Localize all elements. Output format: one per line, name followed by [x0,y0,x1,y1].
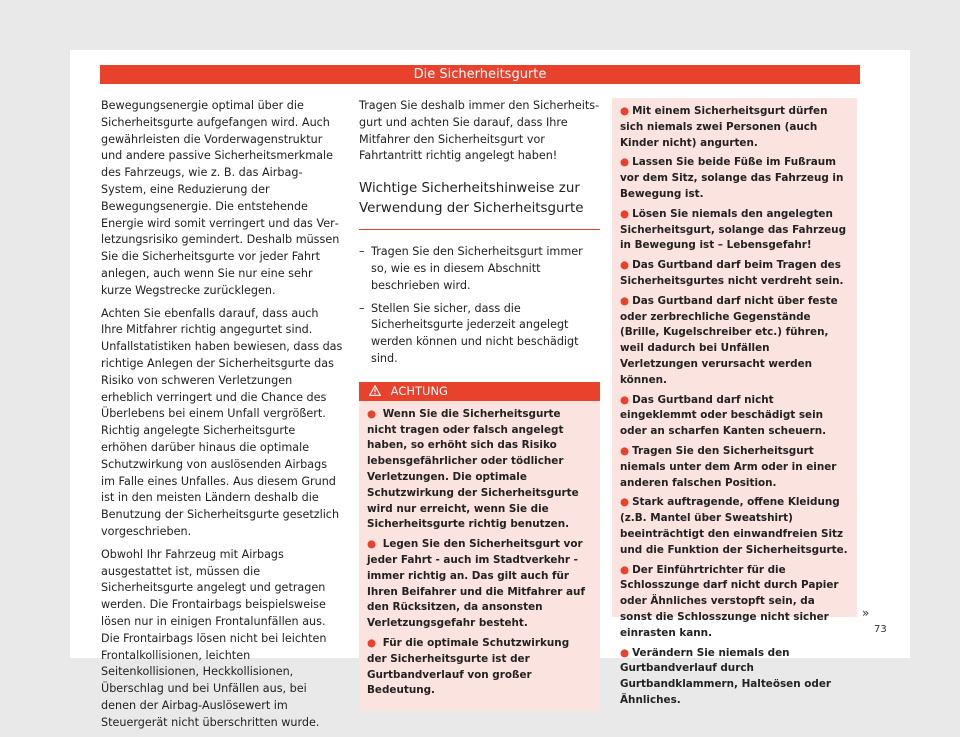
bullet-marker: ● [620,259,630,272]
warning-item [620,563,849,642]
warning-item [620,258,849,290]
warning-item [620,495,849,558]
dash-marker: – [359,301,365,315]
bullet-marker: ● [620,294,630,307]
warning-item [620,104,849,151]
column-right [612,98,857,706]
paragraph: Achten Sie ebenfalls darauf, dass auch Ihre Mitfahrer richtig angegurtet sind. Unfallstatistiken haben bewiesen, dass das richtige Anlegen der Sicherheitsgurte das Risiko von schweren Verletzungen erheblich verringert und die Chance des Überlebens bei einem Unfall vergrößert. Richtig angelegte Sicherheitsgurte erhöhen darüber hinaus die optimale Schutzwirkung von auslösenden Airbags im Falle eines Unfalles. Aus diesem Grund ist in den meisten Ländern deshalb die Benutzung der Sicherheitsgurte gesetzlich vorgeschrieben. [101,306,343,538]
bullet-marker: ● [367,538,377,551]
paragraph: Obwohl Ihr Fahrzeug mit Airbags ausgestattet ist, müssen die Sicherheitsgurte angelegt und getragen werden. Die Frontairbags beispielsweise lösen nur in einigen Frontalunfällen aus. Die Frontairbags lösen nicht bei leichten Frontalkollisionen, leichten Seitenkollisionen, Heckkollisionen, Überschlag und bei Unfällen aus, bei denen der Airbag-Auslösewert im Steuergerät nicht überschritten wurde. [101,547,327,729]
warning-item-text: Legen Sie den Sicherheitsgurt vor jeder Fahrt - auch im Stadtverkehr - immer richtig an. Das gilt auch für Ihren Beifahrer und die Mitfahrer auf den Rücksitzen, da ansonsten Verletzungsgefahr besteht. [367,538,585,630]
warning-item [620,444,849,491]
warning-triangle-icon [369,382,381,401]
page-header [100,65,860,84]
bullet-marker: ● [620,646,630,659]
list-item [359,244,600,294]
warning-item-text: Das Gurtband darf nicht über feste oder zerbrechliche Gegenstände (Brille, Kugelschreiber etc.) führen, weil dadurch bei Unfällen Verletzungen verursacht werden können. [620,294,838,386]
warning-continuation-box [612,98,857,706]
warning-item [620,155,849,202]
bullet-marker: ● [620,563,630,576]
warning-item-text: Lassen Sie beide Füße im Fußraum vor dem Sitz, solange das Fahrzeug in Bewegung ist. [620,156,844,200]
warning-item-text: Für die optimale Schutzwirkung der Sicherheitsgurte ist der Gurtbandverlauf von großer Bedeutung. [367,636,570,697]
dash-marker: – [359,245,365,259]
header-title: Die Sicherheitsgurte [413,67,547,82]
bullet-marker: ● [620,105,630,117]
warning-item-text: Mit einem Sicherheitsgurt dürfen sich niemals zwei Personen (auch Kinder nicht) angurten. [620,105,828,149]
warning-item-text: Das Gurtband darf beim Tragen des Sicherheitsgurtes nicht verdreht sein. [620,259,844,287]
bullet-marker: ● [367,407,377,420]
bullet-marker: ● [620,496,630,509]
warning-item-text: Lösen Sie niemals den angelegten Sicherheitsgurt, solange das Fahrzeug in Bewegung ist – Lebensgefahr! [620,207,847,252]
section-title: Wichtige Sicherheitshinweise zur Verwendung der Sicherheitsgurte [359,179,600,230]
list-item-text: Tragen Sie den Sicherheitsgurt immer so, wie es in diesem Abschnitt beschrieben wird. [371,245,583,292]
bullet-marker: ● [620,207,630,220]
bullet-marker: ● [620,444,630,457]
bullet-marker: ● [620,393,630,406]
bullet-marker: ● [620,156,630,169]
warning-item-text: Der Einführtrichter für die Schlosszunge darf nicht durch Papier oder Ähnliches verstopft sein, da sonst die Schlosszunge nicht sicher einrasten kann. [620,563,839,639]
warning-label: ACHTUNG [390,383,448,398]
warning-box [359,382,600,711]
warning-item [367,537,592,632]
warning-item-text: Verändern Sie niemals den Gurtbandverlauf durch Gurtbandklammern, Halteösen oder Ähnliches. [620,646,831,706]
warning-item [620,294,849,389]
warning-item [367,636,592,699]
warning-item [620,646,849,709]
bullet-marker: ● [367,636,377,649]
warning-item [367,407,592,533]
warning-item-text: Wenn Sie die Sicherheitsgurte nicht tragen oder falsch angelegt haben, so erhöht sich das Risiko lebensgefährlicher oder tödlicher Verletzungen. Die optimale Schutzwirkung der Sicherheitsgurte wird nur erreicht, wenn Sie die Sicherheitsgurte richtig benutzen. [367,407,579,531]
intro-paragraph: Tragen Sie deshalb immer den Sicherheitsgurt und achten Sie darauf, dass Ihre Mitfahrer den Sicherheitsgurt vor Fahrtantritt richtig angelegt haben! [359,99,600,163]
list-item-text: Stellen Sie sicher, dass die Sicherheitsgurte jederzeit angelegt werden können und nicht beschädigt sind. [371,301,579,365]
warning-header [359,382,600,401]
column-left [101,98,343,737]
warning-item-text: Tragen Sie den Sicherheitsgurt niemals unter dem Arm oder in einer anderen falschen Position. [620,444,837,489]
page-number: 73 [874,624,887,635]
continue-marker: » [862,606,870,620]
dash-list [359,244,600,368]
warning-item-text: Stark auftragende, offene Kleidung (z.B. Mantel über Sweatshirt) beeinträchtigt den einwandfreien Sitz und die Funktion der Sicherheitsgurte. [620,496,848,556]
paragraph: Bewegungsenergie optimal über die Sicherheitsgurte aufgefangen wird. Auch gewährleisten die Vorderwagenstruktur und andere passive Sicherheitsmerkmale des Fahrzeugs, wie z. B. das Airbag-System, eine Reduzierung der Bewegungsenergie. Die entstehende Energie wird somit verringert und das Verletzungsrisiko gemindert. Deshalb müssen Sie die Sicherheitsgurte vor jeder Fahrt anlegen, auch wenn Sie nur eine sehr kurze Wegstrecke zurücklegen. [101,99,340,297]
list-item [359,301,600,368]
column-middle [359,98,600,711]
warning-item [620,207,849,254]
warning-item [620,393,849,440]
warning-item-text: Das Gurtband darf nicht eingeklemmt oder beschädigt sein oder an scharfen Kanten scheuern. [620,393,827,438]
